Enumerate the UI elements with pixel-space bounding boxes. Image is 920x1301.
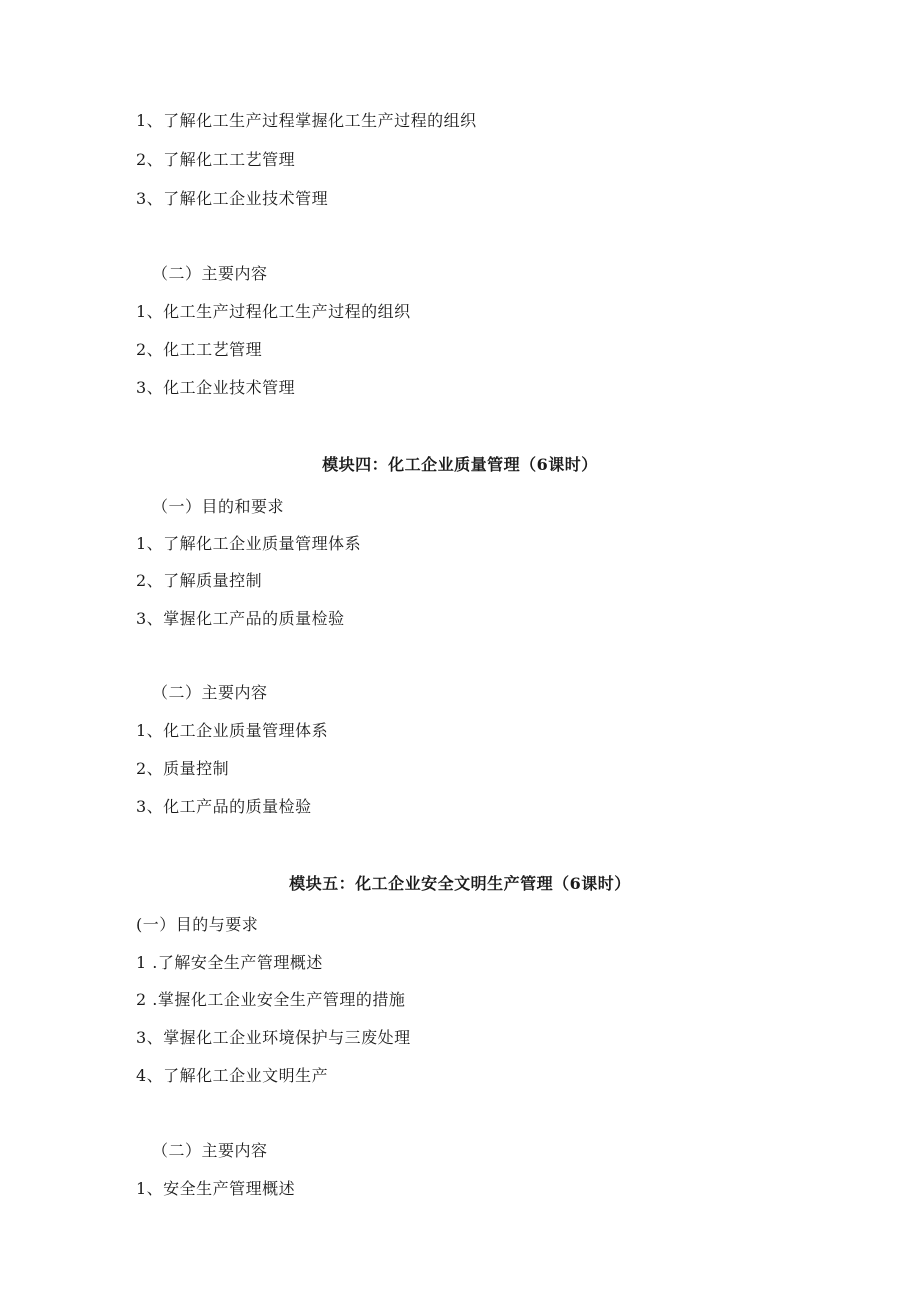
module4-goal-3: 3、掌握化工产品的质量检验 bbox=[136, 609, 345, 628]
module3-content-2: 2、化工工艺管理 bbox=[136, 340, 263, 359]
module5-goal-4: 4、了解化工企业文明生产 bbox=[136, 1066, 329, 1085]
module4-title: 模块四：化工企业质量管理（6课时） bbox=[322, 455, 598, 474]
module4-goal-2: 2、了解质量控制 bbox=[136, 571, 263, 590]
module5-goal-2: 2 .掌握化工企业安全生产管理的措施 bbox=[136, 990, 406, 1009]
module5-title: 模块五：化工企业安全文明生产管理（6课时） bbox=[289, 874, 631, 893]
module3-content-1: 1、化工生产过程化工生产过程的组织 bbox=[136, 302, 411, 321]
module3-goal-3: 3、了解化工企业技术管理 bbox=[136, 189, 329, 208]
module4-content-heading: （二）主要内容 bbox=[152, 683, 268, 702]
module3-content-heading: （二）主要内容 bbox=[152, 264, 268, 283]
module5-content-heading: （二）主要内容 bbox=[152, 1141, 268, 1160]
module4-goal-1: 1、了解化工企业质量管理体系 bbox=[136, 534, 362, 553]
module3-goal-2: 2、了解化工工艺管理 bbox=[136, 150, 296, 169]
module4-goals-heading: （一）目的和要求 bbox=[152, 497, 285, 516]
module4-content-3: 3、化工产品的质量检验 bbox=[136, 797, 312, 816]
module5-content-1: 1、安全生产管理概述 bbox=[136, 1179, 296, 1198]
module3-content-3: 3、化工企业技术管理 bbox=[136, 378, 296, 397]
module4-content-2: 2、质量控制 bbox=[136, 759, 230, 778]
module5-goal-3: 3、掌握化工企业环境保护与三废处理 bbox=[136, 1028, 411, 1047]
module3-goal-1: 1、了解化工生产过程掌握化工生产过程的组织 bbox=[136, 111, 477, 130]
module5-goal-1: 1 .了解安全生产管理概述 bbox=[136, 953, 323, 972]
module4-content-1: 1、化工企业质量管理体系 bbox=[136, 721, 329, 740]
module5-goals-heading: (一）目的与要求 bbox=[136, 915, 259, 934]
